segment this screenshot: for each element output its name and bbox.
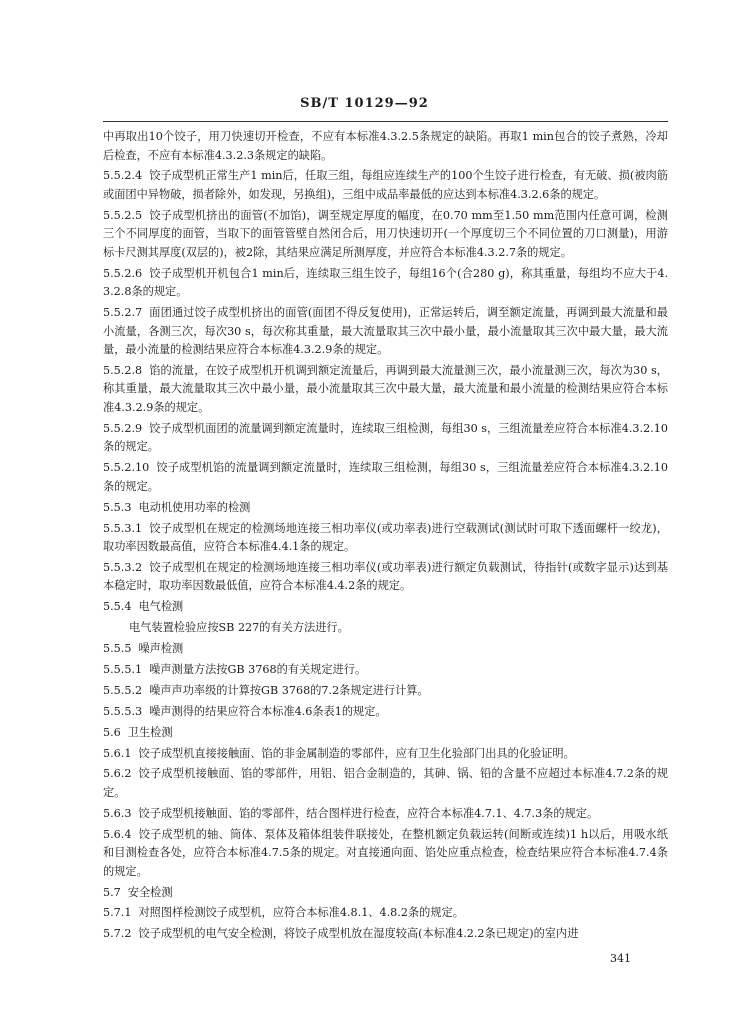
section-number: 5.7.2 xyxy=(103,927,132,941)
page-header: SB/T 10129—92 xyxy=(300,96,429,111)
paragraph-text: 饺子成型机在规定的检测场地连接三相功率仪(或功率表)进行额定负载测试，待指针(或数字显示)达到基本稳定时，取功率因数最低值，应符合本标准4.4.2条的规定。 xyxy=(103,560,668,593)
section-number: 5.5.3.2 xyxy=(103,560,143,574)
section-number: 5.5.2.9 xyxy=(103,421,143,435)
paragraph-text: 饺子成型机的电气安全检测，将饺子成型机放在湿度较高(本标准4.2.2条已规定)的室内进 xyxy=(138,927,579,941)
section-number: 5.6 xyxy=(103,725,121,739)
paragraph-text: 饺子成型机直接接触面、馅的非金属制造的零部件，应有卫生化验部门出具的化验证明。 xyxy=(138,746,575,760)
paragraph xyxy=(103,128,668,165)
paragraph-text: 噪声检测 xyxy=(138,642,184,656)
paragraph xyxy=(103,745,668,764)
document-body xyxy=(103,128,668,946)
paragraph xyxy=(103,265,668,302)
paragraph-text: 中再取出10个饺子，用刀快速切开检查，不应有本标准4.3.2.5条规定的缺陷。再取1 min包合的饺子煮熟，冷却后检查，不应有本标准4.3.2.3条规定的缺陷。 xyxy=(103,130,668,162)
paragraph-text: 饺子成型机正常生产1 min后，任取三组，每组应连续生产的100个生饺子进行检查，有无破、损(被肉筋或面团中异物破，损者除外，如发现，另换组)，三组中成品率最低的应达到本标准4.3.2.6条的规定。 xyxy=(103,169,668,201)
section-number: 5.5.5.1 xyxy=(103,662,143,676)
paragraph xyxy=(103,805,668,824)
paragraph-text: 电动机使用功率的检测 xyxy=(138,500,251,514)
paragraph xyxy=(103,724,668,743)
header-rule xyxy=(103,121,668,122)
section-number: 5.5.3 xyxy=(103,500,132,514)
section-number: 5.6.3 xyxy=(103,806,132,820)
paragraph-text: 电气装置检验应按SB 227的有关方法进行。 xyxy=(129,621,349,635)
paragraph xyxy=(103,619,668,638)
paragraph-text: 饺子成型机在规定的检测场地连接三相功率仪(或功率表)进行空载测试(测试时可取下透面螺杆一绞龙)，取功率因数最高值，应符合本标准4.4.1条的规定。 xyxy=(103,521,668,554)
paragraph xyxy=(103,884,668,903)
paragraph xyxy=(103,703,668,722)
section-number: 5.5.5 xyxy=(103,642,132,656)
paragraph xyxy=(103,167,668,204)
section-number: 5.6.4 xyxy=(103,827,132,841)
section-number: 5.6.2 xyxy=(103,767,132,781)
paragraph-text: 饺子成型机馅的流量调到额定流量时，连续取三组检测，每组30 s，三组流量差应符合本标准4.3.2.10条的规定。 xyxy=(103,461,668,493)
paragraph-text: 馅的流量，在饺子成型机开机调到额定流量后，再调到最大流量测三次，最小流量测三次，每次为30 s，称其重量，最大流量取其三次中最小量，最小流量取其三次中最大量，最大流量和最小流量的检测结果应符合本标准4.3.2.9条的规定。 xyxy=(103,363,668,414)
paragraph xyxy=(103,207,668,263)
paragraph xyxy=(103,598,668,617)
paragraph-text: 噪声测量方法按GB 3768的有关规定进行。 xyxy=(149,662,367,676)
section-number: 5.7.1 xyxy=(103,906,132,920)
paragraph-text: 卫生检测 xyxy=(127,725,173,739)
section-number: 5.5.2.10 xyxy=(103,461,150,475)
section-number: 5.5.2.6 xyxy=(103,266,143,280)
paragraph-text: 饺子成型机接触面、馅的零部件，用铝、铝合金制造的，其砷、锅、铅的含量不应超过本标准4.7.2条的规定。 xyxy=(103,767,668,799)
section-number: 5.5.2.5 xyxy=(103,208,143,222)
paragraph-text: 电气检测 xyxy=(138,600,184,614)
paragraph xyxy=(103,640,668,659)
paragraph-text: 饺子成型机挤出的面管(不加馅)，调至规定厚度的幅度，在0.70 mm至1.50 mm范围内任意可调，检测三个不同厚度的面管，当取下的面管管壁自然闭合后，用刀快速切开(一个厚度切三个不同位置的刀口测量)，用游标卡尺测其厚度(双层的)，被2除，其结果应满足所测厚度，并应符合本标准4.3.2.7条的规定。 xyxy=(103,208,668,259)
section-number: 5.5.2.4 xyxy=(103,169,143,183)
paragraph xyxy=(103,520,668,557)
paragraph xyxy=(103,362,668,418)
section-number: 5.5.3.1 xyxy=(103,521,143,535)
paragraph xyxy=(103,499,668,518)
section-number: 5.7 xyxy=(103,885,121,899)
paragraph xyxy=(103,559,668,596)
paragraph-text: 噪声声功率级的计算按GB 3768的7.2条规定进行计算。 xyxy=(149,683,429,697)
paragraph-text: 安全检测 xyxy=(127,885,173,899)
paragraph xyxy=(103,304,668,360)
paragraph xyxy=(103,765,668,802)
paragraph xyxy=(103,925,668,944)
section-number: 5.5.5.3 xyxy=(103,704,143,718)
paragraph-text: 面团通过饺子成型机挤出的面管(面团不得反复使用)，正常运转后，调至额定流量，再调到最大流量和最小流量，各测三次，每次30 s，每次称其重量，最大流量取其三次中最小量，最小流量取其三次中最大量，最大流量，最小流量的检测结果应符合本标准4.3.2.9条的规定。 xyxy=(103,306,668,357)
section-number: 5.5.2.8 xyxy=(103,363,143,377)
paragraph xyxy=(103,826,668,882)
paragraph xyxy=(103,661,668,680)
section-number: 5.6.1 xyxy=(103,746,132,760)
paragraph xyxy=(103,682,668,701)
paragraph-text: 饺子成型机接触面、馅的零部件，结合图样进行检查，应符合本标准4.7.1、4.7.3条的规定。 xyxy=(138,806,599,820)
paragraph xyxy=(103,904,668,923)
page-number: 341 xyxy=(610,952,631,965)
section-number: 5.5.4 xyxy=(103,600,132,614)
paragraph-text: 噪声测得的结果应符合本标准4.6条表1的规定。 xyxy=(149,704,387,718)
section-number: 5.5.5.2 xyxy=(103,683,143,697)
paragraph xyxy=(103,459,668,496)
paragraph-text: 饺子成型机的轴、筒体、泵体及箱体组装件联接处，在整机额定负载运转(间断或连续)1 h以后，用吸水纸和目测检查各处，应符合本标准4.7.5条的规定。对直接通向面、馅处应重点检查，检查结果应符合本标准4.7.4条的规定。 xyxy=(103,827,668,878)
paragraph-text: 对照图样检测饺子成型机，应符合本标准4.8.1、4.8.2条的规定。 xyxy=(138,906,464,920)
paragraph xyxy=(103,420,668,457)
section-number: 5.5.2.7 xyxy=(103,306,143,320)
paragraph-text: 饺子成型机面团的流量调到额定流量时，连续取三组检测，每组30 s，三组流量差应符合本标准4.3.2.10条的规定。 xyxy=(103,421,668,454)
paragraph-text: 饺子成型机开机包合1 min后，连续取三组生饺子，每组16个(合280 g)，称其重量，每组均不应大于4.3.2.8条的规定。 xyxy=(103,266,668,299)
